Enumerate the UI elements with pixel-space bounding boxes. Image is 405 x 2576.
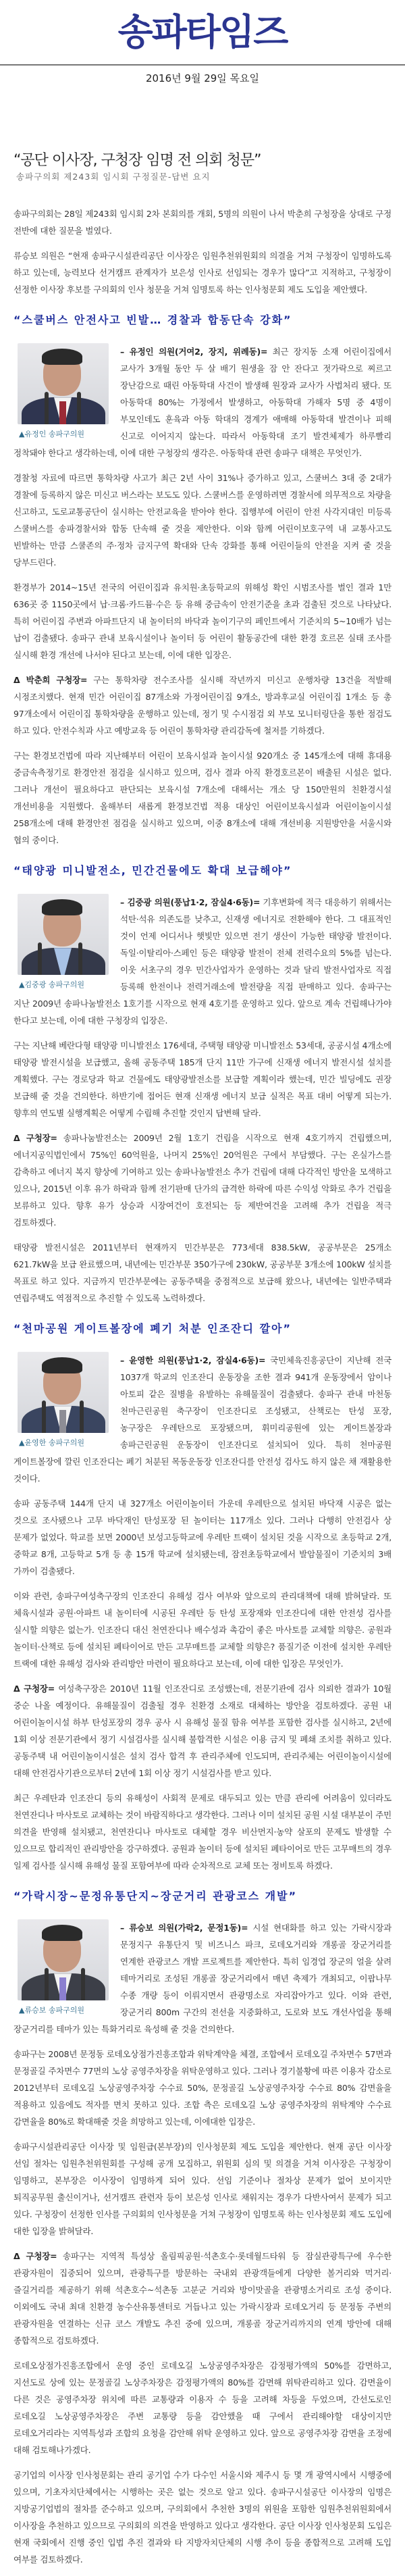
question-paragraph: 이와 관련, 송파구여성축구장의 인조잔디 유해성 검사 여부와 앞으로의 관리대책에 대해 밝혀달라. 또 체육시설과 공원·아파트 내 놀이터에 시공된 우레탄 등 탄성 포장재와 인조잔디에 대한 안전성 검사를 실시할 의향은 없는가. 인조잔디 대신 천연잔디나 배수성과 촉감이 좋은 마사토를 교체할 의향은. 공원과 놀이터·산책로 등에 설치된 폐타이어로 만든 고무매트를 교체할 의향은? 품질기준 이전에 설치한 우레탄 트랙에 대한 유해성 검사와 관리방안 마련이 필요하다고 보는데, 이에 대한 입장은 무엇인가. [14, 1591, 392, 1669]
question-text: 시설 현대화를 하고 있는 가락시장과 문정지구 유통단지 및 비즈니스 파크, 로데오거리와 개롱골 장군거리를 연계한 관광코스 개발 프로젝트를 제안한다. 특히 임경업 장군의 얼을 살려 테마거리로 조성된 개롱골 장군거리에서 매년 축제가 개최되고, 이팝나무 수종 개량 등이 이뤄지면서 관광명소로 자리잡아가고 있다. 이와 관련, 장군거리 800m 구간의 전선을 지중화하고, 도로와 보도 개선사업을 통해 장군거리를 테마가 있는 특화거리로 육성해 줄 것을 건의한다. [14, 1923, 392, 2035]
masthead [0, 0, 405, 87]
question-paragraph: 송파 공동주택 144개 단지 내 327개소 어린이놀이터 가운데 우레탄으로 설치된 바닥재 시공은 없는 것으로 조사됐으나 고무 바닥재인 탄성포장 된 놀이터는 117개소 있다. 그러나 다행히 안전검사 상 문제가 없었다. 학교를 보면 2000년 보성고등학교에 우레탄 트랙이 설치된 것을 시작으로 초등학교 2개, 중학교 8개, 고등학교 5개 등 총 15개 학교에 설치됐는데, 잠전초등학교에서 발암물질이 기준치의 3배 가까이 검출됐다. [14, 1498, 392, 1577]
spacer [0, 87, 405, 152]
qa-section [14, 1320, 392, 1874]
question-text: 국민체육진흥공단이 지난해 전국 1037개 학교의 인조잔디 운동장을 조한 결과 941개 운동장에서 암이나 아토피 같은 질병을 유발하는 유해물질이 검출됐다. 송파구 관내 마천동 천마근린공원 축구장이 인조잔디로 조성됐고, 산책로는 탄성 포장, 농구장은 우레탄으로 포장됐으며, 휘미리공원에 있는 게이트볼장과 송파근린공원 운동장이 인조잔디로 설치되어 있다. 특히 천마공원 게이트볼장에 깔린 인조잔디는 폐기 처분된 목동운동장 인조잔디를 안전성 검사도 하지 않은 채 재활용한 것이다. [14, 1355, 392, 1484]
question-paragraph: 구는 지난해 베란다형 태양광 미니발전소 176세대, 주택형 태양광 미니발전소 53세대, 공공시설 4개소에 태양광 발전시설을 보급했고, 올해 공동주택 185개 단지 11만 가구에 신재생 에너지 발전시설 설치를 계획했다. 구는 경로당과 학교 건물에도 태양광발전소를 보급할 계획이라 했는데, 민간 빌딩에도 권장 보급해 줄 것을 건의한다. 하반기에 접어든 현재 신재생 에너지 보급 실적은 목표 대비 어떻게 되는가. 향후의 연도별 실행계획은 어떻게 수립해 추진할 것인지 답변해 달라. [14, 1040, 392, 1119]
councilor-photo-box [18, 1919, 112, 2015]
answer-paragraph: 태양광 발전시설은 2011년부터 현재까지 민간부문은 773세대 838.5kW, 공공부문은 25개소 621.7kW을 보급 완료했으며, 내년에는 민간부문 350가구에 230kW, 공공부문 3개소에 100kW 설치를 목표로 하고 있다. 지금까지 민간부문에는 공동주택을 중점적으로 보급해 왔으나, 내년에는 일반주택과 연립주택도 역점적으로 추진할 수 있도록 노력하겠다. [14, 1242, 392, 1304]
answer-text: 송파나눔발전소는 2009년 2월 1호기 건립을 시작으로 현재 4호기까지 건립했으며, 에너지공익법인에서 75%인 60억원을, 나머지 25%인 20억원은 구에서 부담했다. 구는 온실가스를 감축하고 에너지 복지 향상에 기여하고 있는 송파나눔발전소 추가 건립에 대해 다각적인 방안을 모색하고 있으나, 2015년 이후 유가 하락과 함께 전기판매 단가의 급격한 하락에 따른 수익성 악화로 추가 건립을 보류하고 있다. 향후 유가 상승과 시장여건이 호전되는 등 제반여건을 고려해 추가 건립을 적극 검토하겠다. [14, 1133, 392, 1228]
question-block [14, 343, 392, 579]
answer-text: 구는 통학차량 전수조사를 실시해 작년까지 미신고 운행차량 13건을 적발해 시정조치했다. 현재 민간 어린이집 87개소와 가정어린이집 9개소, 방과후교실 어린이집 1개소 등 총 97개소에서 어린이집 통학차량을 운행하고 있는데, 정기 및 수시점검 외 부모 모니터링단을 통한 점검도 하고 있다. 안전수칙과 사고 예방교육 등 어린이 통학차량 관리감독에 철저를 기하겠다. [14, 675, 392, 736]
question-text: 최근 장지동 소재 어린이집에서 교사가 3개월 동안 두 살 배기 원생을 잠 안 잔다고 젓가락으로 찌르고 장난감으로 때린 아동학대 사건이 발생해 원장과 교사가 사법처리 됐다. 또 아동학대 80%는 가정에서 발생하고, 아동학대 가해자 5명 중 4명이 부모인데도 훈육과 아동 학대의 경계가 애매해 아동학대 발견이나 피해 신고로 이어지지 않는다. 따라서 아동학대 조기 발견체제가 하루빨리 정착돼야 한다고 생각하는데, 이에 대한 구청장의 생각은. 아동학대 관련 송파구 대책은 무엇인가. [14, 347, 392, 459]
photo-caption: ▲김중광 송파구의원 [19, 980, 84, 990]
question-paragraph: 경찰청 자료에 따르면 통학차량 사고가 최근 2년 사이 31%나 증가하고 있고, 스쿨버스 3대 중 2대가 경찰에 등록하지 않은 미신고 버스라는 보도도 있다. 스쿨버스를 운영하려면 경찰서에 의무적으로 차량을 신고하고, 도로교통공단이 실시하는 안전교육을 받아야 한다. 집행부에 어린이 안전 사각지대인 미등록 스쿨버스를 송파경찰서와 합동 단속해 줄 것을 제안한다. 이와 함께 어린이보호구역 내 교통사고도 빈발하는 만큼 스쿨존의 주·정차 금지구역 확대와 단속 강화를 통해 어린이들의 안전을 지켜 줄 것을 당부드린다. [14, 473, 392, 568]
section-heading: “가락시장~문정유통단지~장군거리 관광코스 개발” [14, 1890, 298, 1903]
newspaper-logo[interactable]: 송파타임즈 [117, 10, 288, 53]
publication-date: 2016년 9월 29일 목요일 [145, 72, 260, 84]
question-paragraph: 환경부가 2014~15년 전국의 어린이집과 유치원·초등학교의 위해성 확인 시범조사를 벌인 결과 1만 636곳 중 1150곳에서 납·크롬·카드뮴·수은 등 유해 중금속이 안전기준을 초과 검출된 것으로 나타났다. 특히 어린이집 주변과 아파트단지 내 놀이터의 바닥과 놀이기구의 페인트에서 기준치의 5~10배가 넘는 납이 검출됐다. 송파구 관내 보육시설이나 놀이터 등 어린이 활동공간에 대한 환경 호르몬 실태 조사를 실시해 환경 개선에 나서야 된다고 보는데, 이에 대한 입장은. [14, 582, 392, 661]
councilor-photo [18, 894, 109, 975]
article-headline: “공단 이사장, 구청장 임명 전 의회 청문” [14, 152, 261, 169]
photo-caption: ▲유정인 송파구의원 [19, 430, 84, 439]
answer-paragraph [14, 1130, 392, 1231]
question-block [14, 1919, 392, 2138]
answer-text: 여성축구장은 2010년 11월 인조잔디로 조성했는데, 전문기관에 검사 의뢰한 결과가 10월 중순 나올 예정이다. 유해물질이 검출될 경우 친환경 소재로 대체하는 방안을 검토하겠다. 공원 내 어린이놀이시설 하부 탄성포장의 경우 공사 시 유해성 물질 함유 여부를 포함한 검사를 실시하고, 2년에 1회 이상 전문기관에서 정기 시설검사를 실시해 불합격한 시설은 이용 금지 및 폐쇄 조치를 취하고 있다. 공동주택 내 어린이놀이시설은 설치 검사 합격 후 관리주체에 인도되며, 관리주체는 어린이놀이시설에 대해 안전검사기관으로부터 2년에 1회 이상 정기 시설검사를 받고 있다. [14, 1684, 392, 1779]
article-subhead: 송파구의회 제243회 임시회 구정질문-답변 요지 [16, 172, 211, 182]
photo-caption: ▲류승보 송파구의원 [19, 2006, 84, 2015]
answer-paragraph: 최근 우레탄과 인조잔디 등의 유해성이 사회적 문제로 대두되고 있는 만큼 관리에 어려움이 있더라도 천연잔디나 마사토로 교체하는 것이 바람직하다고 생각한다. 그러나 이미 설치된 공원 시설 대부분이 주민 의견을 반영해 설치됐고, 천연잔디나 마사토로 대체할 경우 비산먼지·농약 살포의 문제도 발생할 수 있으므로 합리적인 관리방안을 강구하겠다. 공원과 놀이터 등에 설치된 폐타이어로 만든 고무매트의 경우 일제 검사를 실시해 유해성 물질 포함여부에 따라 순차적으로 교체 또는 정비토록 하겠다. [14, 1793, 392, 1871]
speaker-label: – 김중광 의원(풍납1·2, 잠실4·6동)= [120, 897, 261, 908]
answer-paragraph: 구는 환경보건법에 따라 지난해부터 어린이 보육시설과 놀이시설 920개소 중 145개소에 대해 휴대용 중금속측정기로 환경안전 점검을 실시하고 있으며, 검사 결과 아직 환경호르몬이 배출된 시설은 없다. 그러나 개선이 필요하다고 판단되는 보육시설 7개소에 대해서는 개소 당 150만원의 친환경시설 개선비용을 지원했다. 올해부터 새롭게 환경보건법 적용 대상인 어린이보육시설과 어린이놀이시설 258개소에 대해 환경안전 점검을 실시하고 있으며, 이중 8개소에 대해 개선비용 지원방안을 서울시와 협의 중이다. [14, 751, 392, 846]
section-heading: “천마공원 게이트볼장에 폐기 처분 인조잔디 깔아” [14, 1322, 292, 1336]
intro-paragraph: 송파구의회는 28일 제243회 임시회 2차 본회의를 개회, 5명의 의원이 나서 박춘희 구청장을 상대로 구정 전반에 대한 질문을 벌였다. [14, 209, 392, 236]
photo-caption: ▲윤영한 송파구의원 [19, 1438, 84, 1448]
councilor-photo [18, 343, 109, 424]
speaker-label: – 류승보 의원(가락2, 문정1동)= [120, 1923, 248, 1934]
section-heading: “스쿨버스 안전사고 빈발… 경찰과 합동단속 강화” [14, 313, 292, 327]
question-block [14, 1352, 392, 1588]
question-paragraph: 송파구시설관리공단 이사장 및 임원급(본부장)의 인사청문회 제도 도입을 제안한다. 현재 공단 이사장 선임 절차는 임원추천위원회를 구성해 공개 모집하고, 위원회 심의 및 의결을 거쳐 이사장은 구청장이 임명하고, 본부장은 이사장이 임명하게 되어 있다. 선임 기준이나 절차상 문제가 없어 보이지만 퇴직공무원 출신이거나, 선거캠프 관련자 등이 보은성 인사로 채워지는 경우가 다반사여서 문제가 되고 있다. 구청장이 선정한 인사를 구의회의 인사청문을 거쳐 구청장이 임명토록 하는 인사청문회 제도 도입에 대한 입장을 밝혀달라. [14, 2142, 392, 2237]
qa-section [14, 1888, 392, 2568]
question-text: 기후변화에 적극 대응하기 위해서는 석탄·석유 의존도를 낮추고, 신재생 에너지로 전환해야 한다. 그 대표적인 것이 언제 어디서나 햇빛만 있으면 전기 생산이 가능한 태양광 발전이다. 독일·이탈리아·스페인 등은 태양광 발전이 전체 전력수요의 5%를 넘는다. 이웃 서초구의 경우 민간사업자가 운영하는 것과 달리 발전사업자로 직접 등록해 한전이나 전력거래소에 발전량을 직접 판매하고 있다. 송파구는 지난 2009년 송파나눔발전소 1호기를 시작으로 현재 4호기를 운영하고 있다. 앞으로 계속 건립해나가야 한다고 보는데, 이에 대한 구청장의 입장은. [14, 897, 392, 1026]
section-heading: “태양광 미니발전소, 민간건물에도 확대 보급해야” [14, 864, 292, 878]
answer-paragraph [14, 2248, 392, 2349]
speaker-label: – 윤영한 의원(풍납1·2, 잠실4·6동)= [120, 1355, 266, 1366]
answer-label: Δ 구청장= [14, 2251, 57, 2262]
answer-paragraph [14, 1680, 392, 1782]
question-block [14, 894, 392, 1130]
speaker-label: – 유정인 의원(거여2, 장지, 위례동)= [120, 347, 268, 357]
answer-label: Δ 박춘희 구청장= [14, 675, 88, 686]
answer-paragraph [14, 672, 392, 739]
councilor-photo-box [18, 894, 112, 990]
answer-text: 송파구는 지역적 특성상 올림픽공원·석촌호수·롯데월드타워 등 잠실관광특구에 우수한 관광자원이 집중되어 있으며, 관광특구를 방문하는 국내외 관광객들에게 다양한 볼거리와 먹거리·즐길거리를 제공하기 위해 석촌호수~석촌동 고분군 거리와 방이맛골을 관광명소거리로 조성 중이다. 이외에도 국내 최대 친환경 농수산유통센터로 거듭나고 있는 가락시장과 로데오거리 등 문정동 주변의 관광자원을 연결하는 신규 코스 개발도 추진 중에 있으며, 개롱골 장군거리까지의 연계 방안에 대해 종합적으로 검토하겠다. [14, 2251, 392, 2346]
answer-paragraph: 공기업의 이사장 인사청문회는 관리 공기업 수가 다수인 서울시와 제주시 등 몇 개 광역시에서 시행중에 있으며, 기초자치단체에서는 시행하는 곳은 없는 것으로 알고 있다. 송파구시설공단 이사장의 임명은 지방공기업법의 절차를 준수하고 있으며, 구의회에서 추천한 3명의 위원을 포함한 임원추천위원회에서 이사장을 추천하고 있으므로 구의회의 의견을 반영하고 있다고 생각한다. 공단 이사장 인사청문회 도입은 현재 국회에서 진행 중인 입법 추진 결과와 타 지방자치단체의 시행 추이 등을 종합적으로 고려해 도입 여부를 검토하겠다. [14, 2470, 392, 2565]
councilor-photo-box [18, 1352, 112, 1448]
intro-paragraph: 류승보 의원은 “현재 송파구시설관리공단 이사장은 임원추천위원회의 의결을 거쳐 구청장이 임명하도록 하고 있는데, 능력보다 선거캠프 관계자가 보은성 인사로 선임되는 경우가 많다”고 지적하고, 구청장이 선정한 이사장 후보를 구의회의 인사 청문을 거쳐 임명토록 하는 인사청문회 제도 도입을 제안했다. [14, 251, 392, 295]
answer-label: Δ 구청장= [14, 1133, 57, 1144]
councilor-photo-box [18, 343, 112, 439]
answer-paragraph: 로데오상점가진흥조합에서 운영 중인 로데오길 노상공영주차장은 감정평가액의 50%를 감면하고, 지선도로 상에 있는 문정골길 노상주차장은 감정평가액의 80%를 감면해 위탁관리하고 있다. 감면율이 다른 것은 공영주차장 위치에 따른 교통량과 이용자 수 등을 고려해 차등을 두었으며, 간선도로인 로데오길 노상공영주차장은 주변 교통량 등을 감안했을 때 구에서 관리해야할 대상이지만 로데오거리라는 지역특성과 조합의 요청을 감안해 위탁 운영하고 있다. 앞으로 공영주차장 감면율 조정에 대해 검토해나가겠다. [14, 2360, 392, 2456]
question-paragraph: 송파구는 2008년 문정동 로데오상점가진흥조합과 위탁계약을 체결, 조합에서 로데오길 주차면수 57면과 문정골길 주차면수 77면의 노상 공영주차장을 위탁운영하고 있다. 그러나 경기불황에 따른 이용자 감소로 2012년부터 로데오길 노상공영주차장 수수료 50%, 문정골길 노상공영주차장 수수료 80% 감면율을 적용하고 있음에도 적자를 면치 못하고 있다. 조합 측은 로데오길 노상 공영주차장의 위탁계약 수수료 감면율을 80%로 확대해줄 것을 희망하고 있는데, 이에대한 입장은. [14, 2049, 392, 2127]
qa-section [14, 311, 392, 849]
councilor-photo [18, 1919, 109, 2000]
councilor-photo [18, 1352, 109, 1433]
qa-section [14, 862, 392, 1307]
logo-area [0, 0, 405, 64]
article-body [0, 205, 405, 2568]
spacer [0, 182, 405, 205]
answer-label: Δ 구청장= [14, 1684, 55, 1694]
